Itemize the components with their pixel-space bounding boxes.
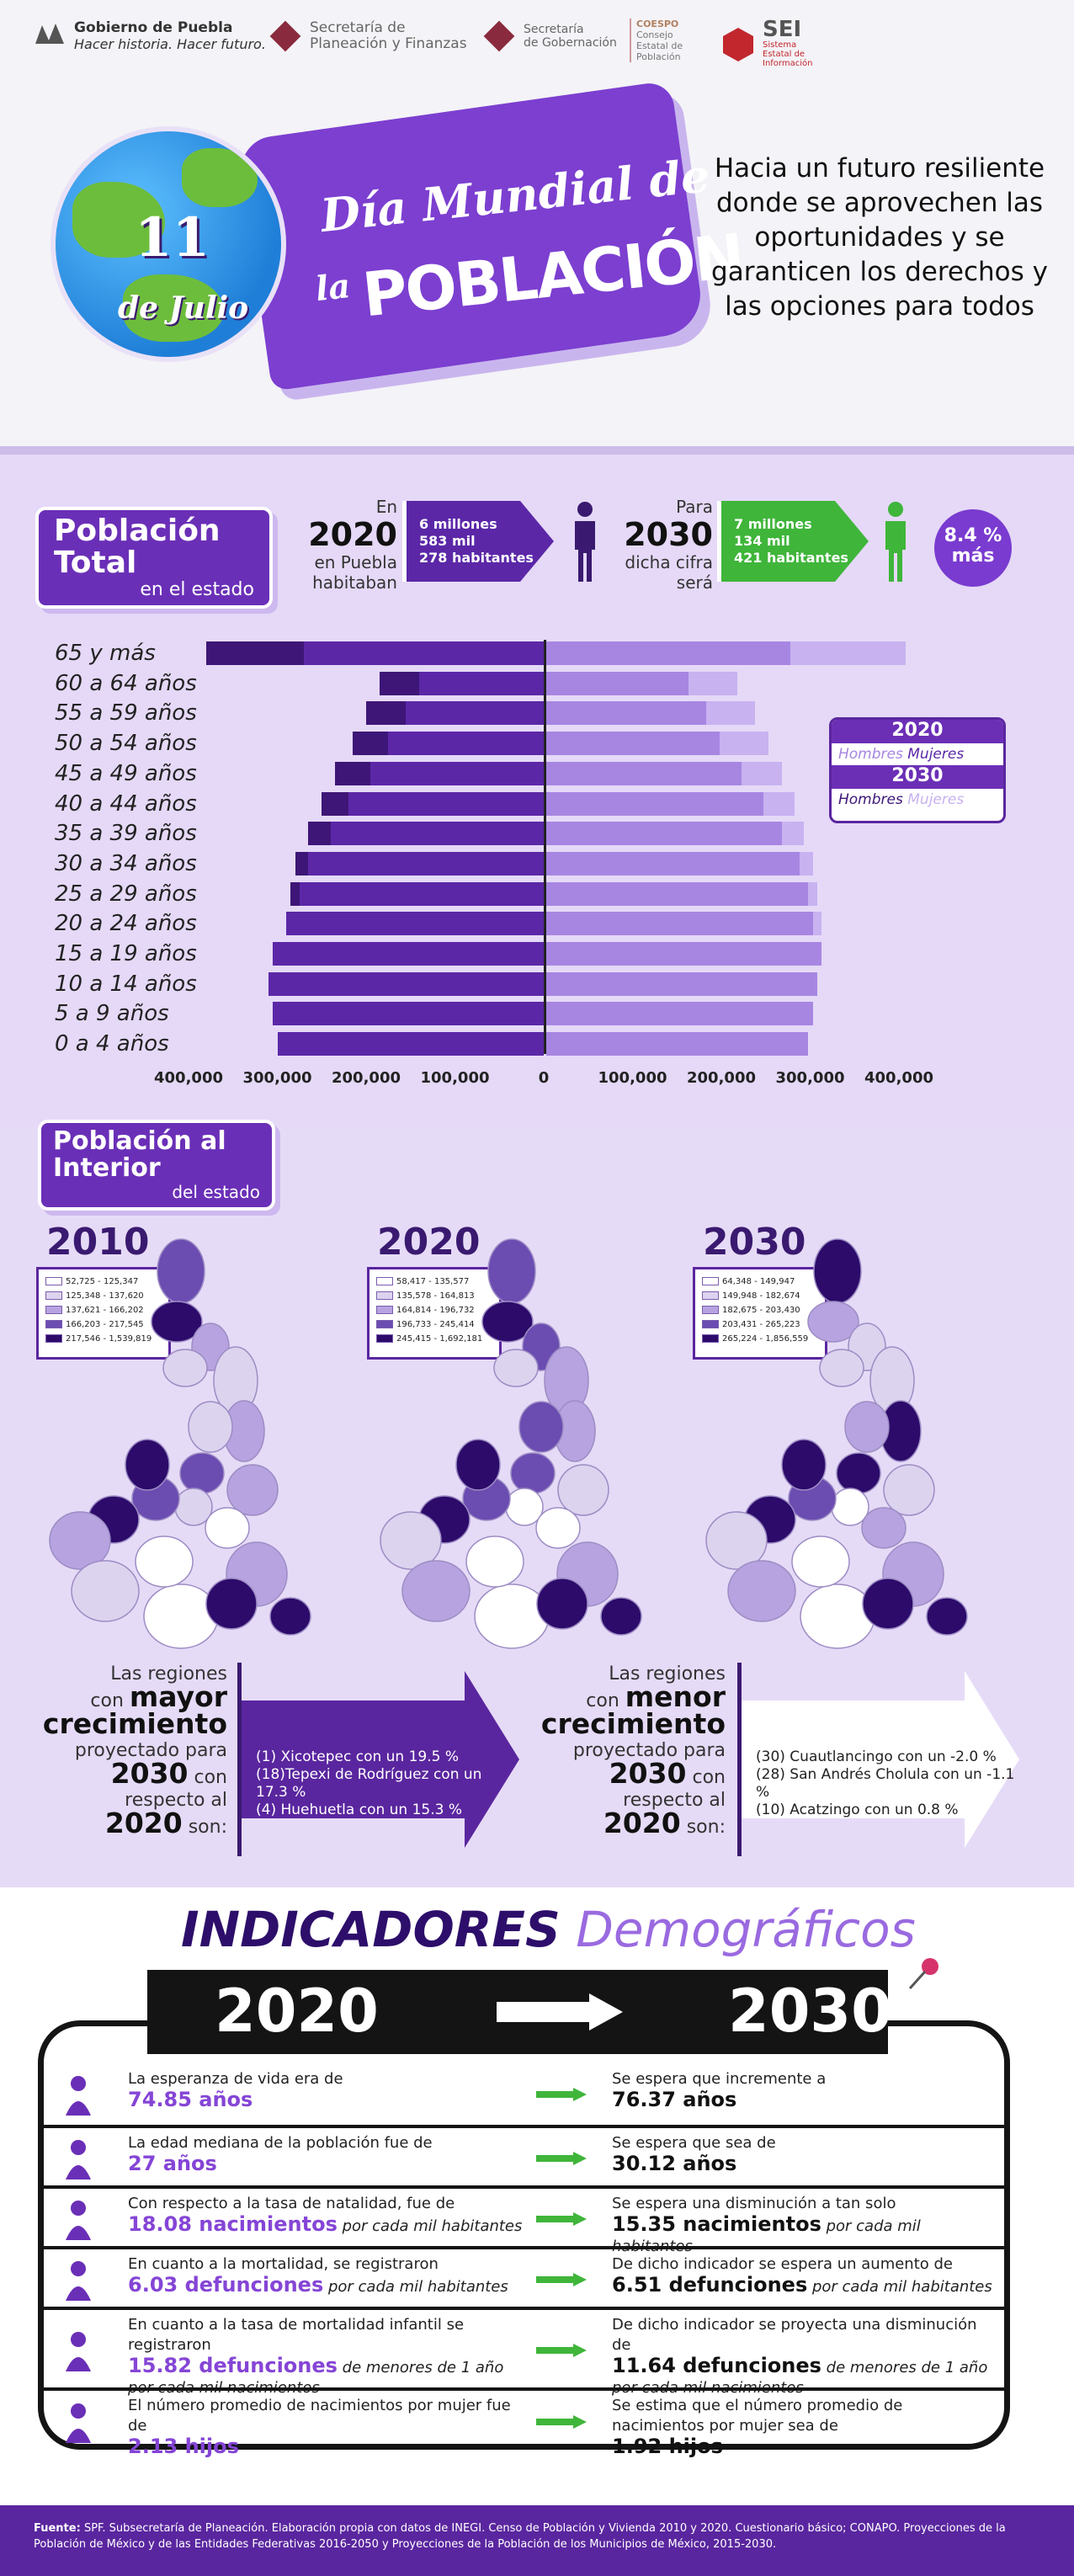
axis-tick-label: 100,000 [598,1069,667,1087]
map-region [845,1402,889,1452]
bar-2020-hombres [388,732,544,755]
legend-range: 58,417 - 135,577 [396,1277,470,1286]
map-region [792,1536,849,1587]
indicator-row [44,2246,1004,2307]
axis-tick-label: 0 [538,1069,550,1087]
bar-2020-mujeres [546,672,689,695]
map-region [494,1349,538,1386]
bar-2020-hombres [268,972,544,996]
stroller-icon [56,2328,101,2373]
legend-range: 137,621 - 166,202 [66,1306,144,1315]
stat-2020-value: 6 millones 583 mil 278 habitantes [419,516,534,566]
map-region [475,1584,549,1648]
map-region [205,1508,249,1548]
bar-2020-hombres [273,1002,544,1025]
mayor-growth-list: (1) Xicotepec con un 19.5 % (18)Tepexi de Rodríguez con un 17.3 % (4) Huehuetla con un 15.3 % [256,1748,482,1818]
title-line-2-prefix: la [313,265,353,310]
green-arrow-icon [536,2088,587,2101]
indicator-2020: En cuanto a la mortalidad, se registraron 6.03 defunciones por cada mil habitantes [128,2255,508,2297]
indicator-2020: La esperanza de vida era de 74.85 años [128,2070,343,2111]
bar-2020-hombres [273,942,544,966]
year-to: 2030 [728,1977,892,2046]
indicator-2030: De dicho indicador se espera un aumento de 6.51 defunciones por cada mil habitantes [612,2255,992,2297]
pyramid-legend: 2020 Hombres Mujeres 2030 Hombres Mujeres [829,717,1006,823]
bar-2020-mujeres [546,1032,808,1056]
bar-2020-mujeres [546,852,800,876]
logo-planeacion-finanzas: Secretaría de Planeación y Finanzas [268,19,467,54]
date-month: de Julio [118,290,249,326]
logo-gobernacion: Secretaría de Gobernación [481,19,617,54]
stat-2030-text: Para 2030 dicha cifra será [624,497,713,593]
green-arrow-icon [536,2152,587,2165]
axis-tick-label: 300,000 [242,1069,312,1087]
map-region [537,1578,588,1629]
diamond-emblem-icon [268,19,303,54]
bar-2020-hombres [286,912,544,935]
indicator-2030: Se espera que sea de 30.12 años [612,2134,776,2175]
heart-person-icon [56,2072,101,2117]
bar-2020-mujeres [546,822,782,845]
logo-sei: SEI Sistema Estatal de Información [720,19,827,68]
map-region [536,1508,580,1548]
indicator-2020: En cuanto a la tasa de mortalidad infantil se registraron 15.82 defunciones de menores de 1 año por cada mil nacimientos [128,2316,504,2397]
legend-range: 196,733 - 245,414 [396,1320,475,1329]
indicator-row [44,2185,1004,2255]
bar-2020-mujeres [546,1002,813,1025]
map-region [884,1465,934,1515]
axis-tick-label: 400,000 [864,1069,933,1087]
indicator-2030: Se estima que el número promedio de nacimientos por mujer sea de 1.92 hijos [612,2397,903,2458]
person-icon [56,2136,101,2181]
diamond-emblem-icon [481,19,517,54]
arrow-right-icon [497,1993,623,2030]
green-arrow-icon [536,2273,587,2286]
map-year-2030: 2030 [703,1221,806,1264]
map-region [456,1440,500,1490]
age-group-label: 55 a 59 años [55,700,197,726]
indicator-2020: Con respecto a la tasa de natalidad, fue de 18.08 nacimientos por cada mil habitantes [128,2195,523,2236]
logo-gobierno-puebla: Gobierno de Puebla Hacer historia. Hacer futuro. [32,19,266,54]
indicator-2030: Se espera una disminución a tan solo 15.35 nacimientos por cada mil habitantes [612,2195,921,2255]
legend-range: 203,431 - 265,223 [722,1320,800,1329]
axis-tick-label: 100,000 [420,1069,490,1087]
age-group-label: 15 a 19 años [55,941,197,966]
legend-2020-row: Hombres Mujeres [838,746,965,763]
bar-2020-hombres [278,1032,545,1056]
mayor-growth-text: Las regiones con mayor crecimiento proyectado para 2030 con respecto al 2020 son: [42,1663,227,1839]
age-group-label: 5 a 9 años [55,1001,169,1027]
map-region [125,1440,169,1490]
map-region [157,1239,205,1303]
age-group-label: 45 a 49 años [55,760,197,786]
menor-growth-list: (30) Cuautlancingo con un -2.0 % (28) San Andrés Cholula con un -1.1 % (10) Acatzingo con un 0.8 % [756,1748,1015,1818]
age-group-label: 40 a 44 años [55,790,197,817]
bar-2020-mujeres [546,641,790,665]
map-region [144,1584,218,1648]
puebla-map-2030 [678,1221,997,1658]
age-group-label: 30 a 34 años [55,850,197,876]
map-region [189,1402,232,1452]
map-region [136,1536,193,1587]
pregnant-icon [56,2399,101,2445]
bar-2020-mujeres [546,792,763,816]
bar-2020-mujeres [546,762,742,785]
tombstone-icon [56,2257,101,2302]
axis-tick-label: 200,000 [687,1069,756,1087]
map-region [862,1508,906,1548]
legend-range: 52,725 - 125,347 [66,1277,139,1286]
axis-tick-label: 400,000 [154,1069,223,1087]
map-region [206,1578,257,1629]
axis-tick-label: 300,000 [775,1069,845,1087]
legend-range: 164,814 - 196,732 [396,1306,475,1315]
baby-icon [56,2196,101,2242]
bar-2020-mujeres [546,942,821,966]
title-line-1: Día Mundial de [317,147,713,243]
footer: Fuente: SPF. Subsecretaría de Planeación. Elaboración propia con datos de INEGI. Censo de Población y Vivienda 2010 y 2020. Cuestionario básico; CONAPO. Proyecciones de la Población de México y de las Entidades Federativas 2016-2050 y Proyecciones de la Población de los Municipios de México, 2015-2030. [0,2505,1074,2576]
legend-range: 265,224 - 1,856,559 [722,1334,809,1344]
age-group-label: 20 a 24 años [55,911,197,937]
legend-range: 149,948 - 182,674 [722,1291,800,1301]
map-region [558,1465,609,1515]
legend-2030-row: Hombres Mujeres [838,791,965,808]
map-region [511,1453,555,1493]
indicator-2030: Se espera que incremente a 76.37 años [612,2070,827,2111]
total-title-badge: Población Total en el estado [35,507,273,609]
bar-2020-hombres [304,641,544,665]
map-year-2020: 2020 [377,1221,481,1264]
interior-title-badge: Población al Interior del estado [38,1120,275,1211]
indicator-row [44,2307,1004,2397]
indicators-year-bar [147,1970,892,2054]
hero-tagline: Hacia un futuro resiliente donde se aprovechen las oportunidades y se garanticen los derechos y las opciones para todos [711,153,1048,322]
age-group-label: 65 y más [55,641,156,666]
bar-2020-mujeres [546,972,817,996]
date-day: 11 [135,206,210,269]
map-region [837,1453,880,1493]
map-region [728,1561,795,1621]
stat-2030-value: 7 millones 134 mil 421 habitantes [734,516,848,566]
indicator-2020: La edad mediana de la población fue de 27 años [128,2134,433,2175]
map-region [927,1598,967,1635]
map-region [180,1453,224,1493]
bar-2020-hombres [419,672,544,695]
indicator-2030: De dicho indicador se proyecta una disminución de 11.64 defunciones de menores de 1 año por cada mil nacimientos [612,2316,988,2397]
bar-2020-mujeres [546,701,706,725]
bar-2020-mujeres [546,912,813,935]
legend-range: 166,203 - 217,545 [66,1320,144,1329]
map-region [782,1440,826,1490]
indicator-row [44,2064,1004,2125]
legend-range: 182,675 - 203,430 [722,1306,800,1315]
pyramid-center-axis [544,640,546,1054]
bar-2020-hombres [348,792,544,816]
indicator-2020: El número promedio de nacimientos por mujer fue de 2.13 hijos [128,2397,511,2458]
map-region [227,1465,278,1515]
map-region [814,1239,861,1303]
title-line-2: POBLACIÓN [359,220,747,331]
bar-2020-hombres [300,882,544,906]
person-2030-icon [879,501,912,582]
pin-icon [905,1951,947,1993]
map-region [601,1598,641,1635]
bar-2020-hombres [370,762,544,785]
indicator-row [44,2387,1004,2458]
legend-range: 125,348 - 137,620 [66,1291,144,1301]
sei-emblem-icon [720,26,756,61]
green-arrow-icon [536,2344,587,2357]
legend-range: 64,348 - 149,947 [722,1277,795,1286]
hero-section [0,0,1074,446]
green-arrow-icon [536,2212,587,2226]
bar-2020-hombres [331,822,544,845]
map-region [519,1402,563,1452]
axis-tick-label: 200,000 [332,1069,401,1087]
indicators-title: INDICADORES Demográficos [181,1901,916,1958]
age-group-label: 0 a 4 años [55,1031,169,1057]
green-arrow-icon [536,2415,587,2429]
puebla-map-2010 [21,1221,341,1658]
map-region [488,1239,535,1303]
growth-percentage-badge: 8.4 % más [934,509,1012,587]
legend-range: 217,546 - 1,539,819 [66,1334,152,1344]
person-2020-icon [568,501,602,582]
map-region [820,1349,864,1386]
bar-2020-mujeres [546,882,808,906]
year-from: 2020 [215,1977,379,2046]
logo-coespo: COESPO Consejo Estatal de Población [630,19,705,62]
age-group-label: 25 a 29 años [55,881,197,907]
age-group-label: 60 a 64 años [55,670,197,696]
map-region [800,1584,875,1648]
puebla-emblem-icon [32,19,67,54]
map-region [466,1536,524,1587]
map-region [402,1561,470,1621]
map-region [72,1561,139,1621]
map-region [863,1578,913,1629]
legend-range: 245,415 - 1,692,181 [396,1334,483,1344]
legend-range: 135,578 - 164,813 [396,1291,475,1301]
age-group-label: 50 a 54 años [55,731,197,757]
age-group-label: 10 a 14 años [55,971,197,997]
age-group-label: 35 a 39 años [55,821,197,847]
stat-2020-text: En 2020 en Puebla habitaban [308,497,397,593]
bar-2020-hombres [406,701,544,725]
bar-2020-mujeres [546,732,720,755]
bar-2020-hombres [308,852,544,876]
map-year-2010: 2010 [46,1221,150,1264]
puebla-map-2020 [352,1221,672,1658]
indicator-row [44,2125,1004,2185]
menor-growth-text: Las regiones con menor crecimiento proyectado para 2030 con respecto al 2020 son: [540,1663,726,1839]
map-region [163,1349,207,1386]
map-region [270,1598,311,1635]
